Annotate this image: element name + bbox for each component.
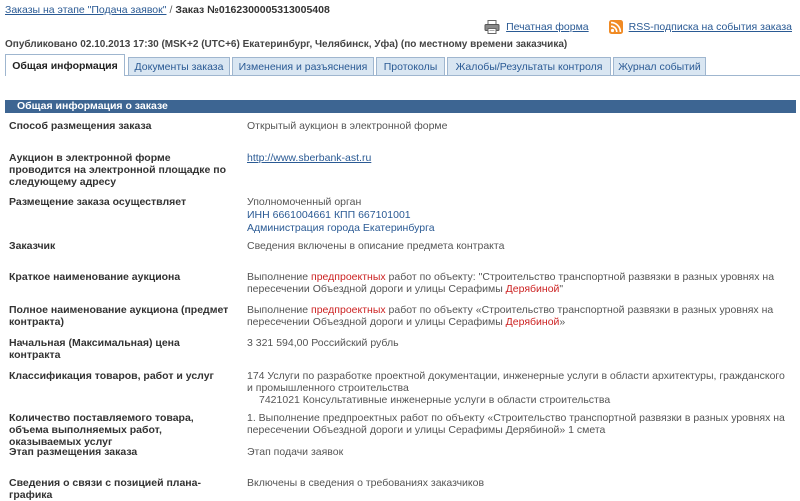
text-part: работ по объекту: "Строительство транспортной развязки в разных уровнях на пересечении Объездной дороги и улицы Серафимы — [247, 271, 775, 295]
row-value: Сведения включены в описание предмета контракта — [247, 240, 505, 252]
breadcrumb-separator: / — [169, 4, 173, 16]
row-value — [247, 304, 787, 328]
row-value — [247, 196, 787, 234]
placer-role: Уполномоченный орган — [247, 196, 362, 208]
row-label: Этап размещения заказа — [9, 446, 138, 458]
placer-org-link[interactable]: Администрация города Екатеринбурга — [247, 222, 435, 234]
row-value: 1. Выполнение предпроектных работ по объекту «Строительство транспортной развязки в разных уровнях на пересечении Объездной дороги и улицы Серафимы Дерябиной» 1 смета — [247, 412, 785, 436]
okdp-code: 174 Услуги по разработке проектной документации, инженерные услуги в области архитектуры, гражданского и промышленного строительства — [247, 370, 785, 394]
row-label: Количество поставляемого товара, объема выполняемых работ, оказываемых услуг — [9, 412, 194, 448]
text-part: " — [559, 283, 564, 295]
row-value: Открытый аукцион в электронной форме — [247, 120, 448, 132]
tab-bar — [5, 54, 800, 76]
placer-inn-link[interactable]: ИНН 6661004661 КПП 667101001 — [247, 209, 411, 221]
breadcrumb-link-orders[interactable]: Заказы на этапе "Подача заявок" — [5, 4, 167, 16]
rss-icon — [609, 20, 623, 34]
tab-order-documents[interactable]: Документы заказа — [128, 57, 230, 75]
published-info: Опубликовано 02.10.2013 17:30 (MSK+2 (UTC+6) Екатеринбург, Челябинск, Уфа) (по местному времени заказчика) — [5, 39, 568, 50]
tab-general-info[interactable]: Общая информация — [5, 54, 125, 76]
row-label: Сведения о связи с позицией плана-графика — [9, 477, 201, 501]
row-label: Начальная (Максимальная) цена контракта — [9, 337, 180, 361]
text-part: Выполнение — [247, 271, 312, 283]
row-label: Способ размещения заказа — [9, 120, 152, 132]
row-label: Аукцион в электронной форме проводится на электронной площадке по следующему адресу — [9, 152, 227, 188]
printer-icon — [484, 20, 500, 34]
text-part: работ по объекту «Строительство транспортной развязки в разных уровнях на пересечении Объездной дороги и улицы Серафимы — [247, 304, 774, 328]
tab-protocols[interactable]: Протоколы — [376, 57, 445, 75]
print-form-label: Печатная форма — [506, 21, 589, 33]
rss-subscribe-link[interactable] — [609, 20, 792, 34]
breadcrumb — [5, 4, 330, 16]
row-label: Полное наименование аукциона (предмет контракта) — [9, 304, 229, 328]
tab-changes[interactable]: Изменения и разъяснения — [232, 57, 374, 75]
top-links — [484, 20, 792, 34]
row-value — [247, 370, 787, 406]
okved-code: 7421021 Консультативные инженерные услуги в области строительства — [259, 394, 611, 406]
text-part: Выполнение — [247, 304, 312, 316]
row-value — [247, 271, 787, 295]
rss-subscribe-label: RSS-подписка на события заказа — [628, 21, 792, 33]
row-label: Краткое наименование аукциона — [9, 271, 181, 283]
row-label: Размещение заказа осуществляет — [9, 196, 187, 208]
highlight-term: Дерябиной — [505, 283, 560, 295]
print-form-link[interactable] — [484, 20, 589, 34]
section-header: Общая информация о заказе — [5, 100, 796, 113]
row-value: Включены в сведения о требованиях заказчиков — [247, 477, 485, 489]
highlight-term: предпроектных — [311, 304, 386, 316]
platform-link[interactable]: http://www.sberbank-ast.ru — [247, 152, 372, 164]
row-label: Заказчик — [9, 240, 56, 252]
row-value: 3 321 594,00 Российский рубль — [247, 337, 399, 349]
highlight-term: Дерябиной — [505, 316, 560, 328]
row-value: Этап подачи заявок — [247, 446, 344, 458]
row-value — [247, 152, 787, 164]
tab-complaints[interactable]: Жалобы/Результаты контроля — [447, 57, 611, 75]
tab-event-log[interactable]: Журнал событий — [613, 57, 706, 75]
row-label: Классификация товаров, работ и услуг — [9, 370, 214, 382]
highlight-term: предпроектных — [311, 271, 386, 283]
breadcrumb-current: Заказ №0162300005313005408 — [175, 4, 330, 16]
text-part: » — [559, 316, 566, 328]
